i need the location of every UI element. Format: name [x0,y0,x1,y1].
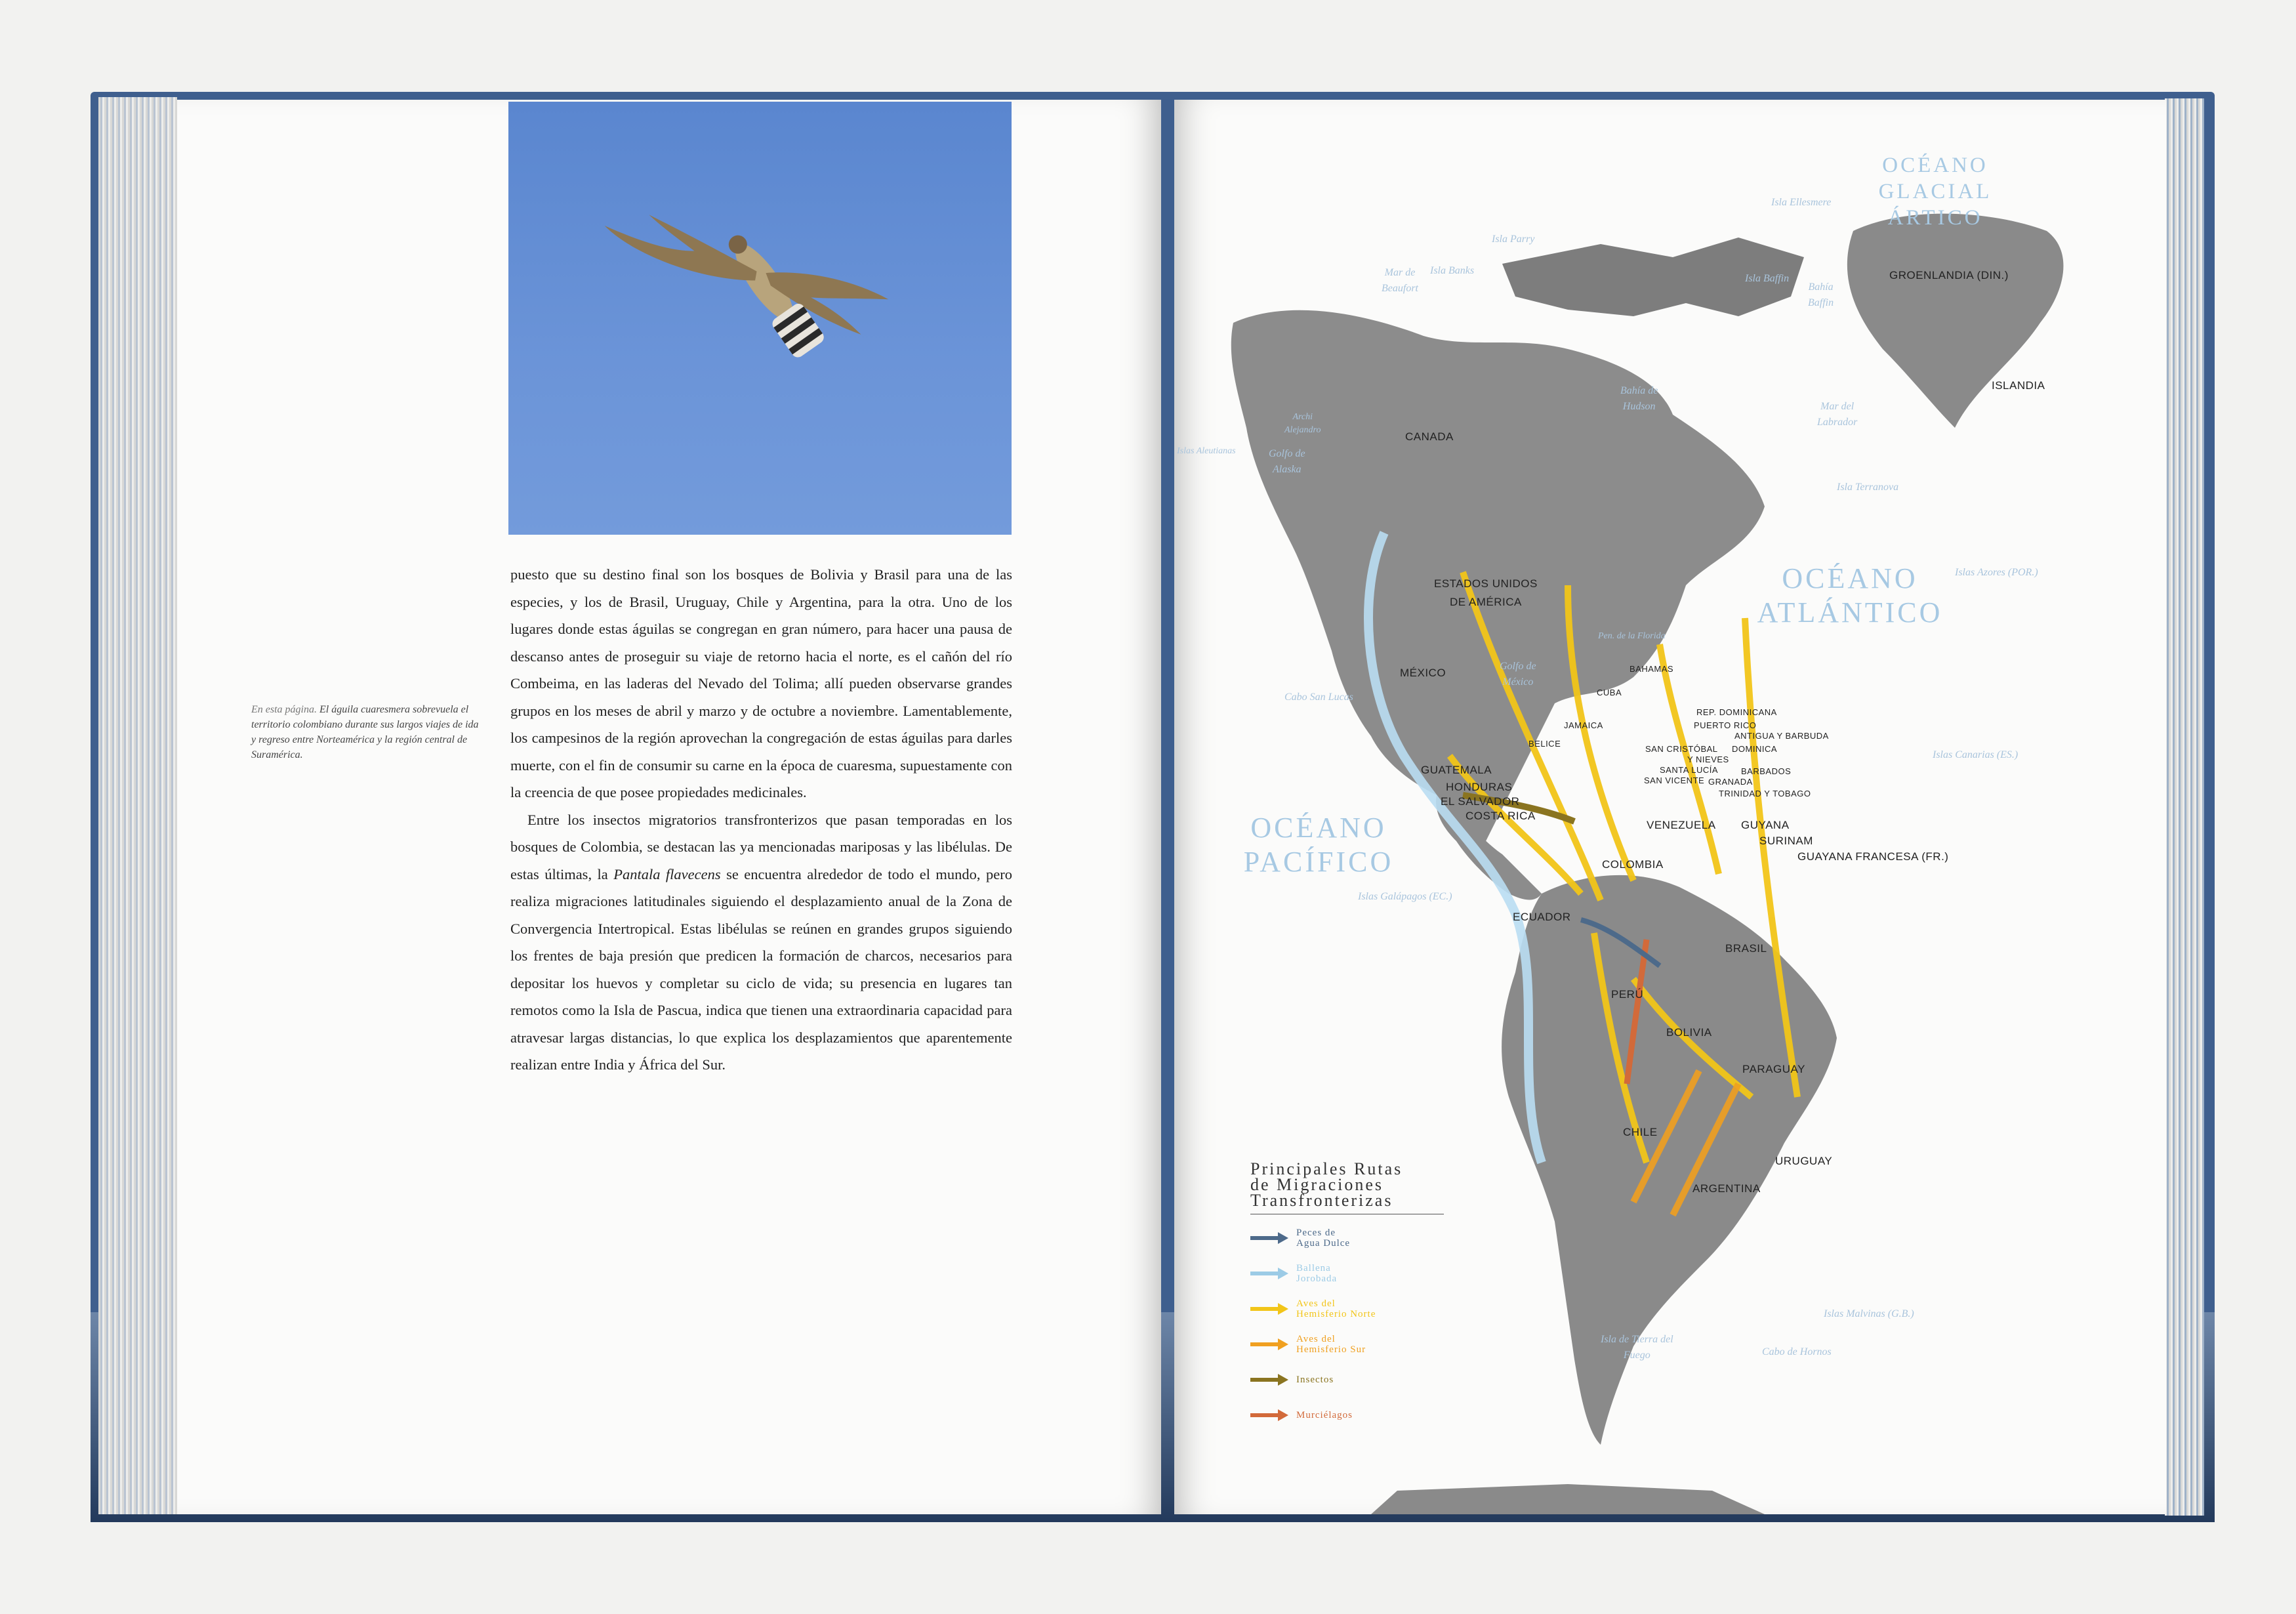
eagle-icon [508,102,1012,535]
label-brasil: BRASIL [1725,942,1767,955]
aleutianas-label: Islas Aleutianas [1177,446,1236,456]
label-argentina: ARGENTINA [1692,1182,1761,1195]
label-granada: GRANADA [1708,777,1753,787]
label-uruguay: URUGUAY [1775,1155,1833,1167]
ocean-atlantic-line-1: OCÉANO [1782,562,1918,594]
bahia-baffin-line-1: Bahía [1808,281,1834,293]
label-venezuela: VENEZUELA [1647,819,1716,831]
galapagos-label: Islas Galápagos (EC.) [1358,891,1452,902]
legend-items [1250,1226,1447,1427]
label-bolivia: BOLIVIA [1666,1026,1712,1039]
legend-label [1296,1334,1427,1355]
label-groenlandia: GROENLANDIA (DIN.) [1889,269,2009,281]
san-lucas-label: Cabo San Lucas [1284,692,1353,703]
legend-item [1250,1226,1447,1250]
arrow-icon [1250,1373,1288,1386]
label-san-vicente: SAN VICENTE [1644,776,1705,785]
legend-item [1250,1403,1447,1427]
label-belice: BELICE [1528,739,1561,749]
ocean-pacific-line-2: PACÍFICO [1243,846,1394,878]
legend-label-line-1: Ballena [1296,1263,1331,1273]
legend-item [1250,1262,1447,1285]
label-nieves: Y NIEVES [1687,755,1729,764]
beaufort-label [1382,265,1418,297]
azores-label: Islas Azores (POR.) [1955,567,2038,578]
legend-label [1296,1375,1427,1385]
legend-label-line-1: Aves del [1296,1298,1336,1309]
label-san-cristobal: SAN CRISTÓBAL [1645,744,1718,754]
gulf-mexico-label [1500,659,1536,690]
parry-label: Isla Parry [1492,234,1535,245]
hornos-label: Cabo de Hornos [1762,1346,1832,1357]
label-ecuador: ECUADOR [1513,911,1571,923]
alaska-line-1: Golfo de [1269,448,1305,459]
antarctica-shape [1371,1484,1765,1514]
eagle-photo [508,102,1012,535]
bahia-baffin-label [1808,279,1834,311]
ocean-arctic-line-1: OCÉANO GLACIAL [1878,154,1992,203]
gulf-mexico-line-1: Golfo de [1500,661,1536,672]
arrow-icon [1250,1231,1288,1245]
labrador-label [1817,399,1857,430]
tierra-fuego-line-2: Fuego [1623,1350,1650,1361]
label-peru: PERÚ [1611,988,1644,1001]
terranova-label: Isla Terranova [1837,482,1899,493]
legend-label-line-1: Aves del [1296,1334,1336,1344]
legend-label-line-2: Jorobada [1296,1273,1338,1284]
malvinas-label: Islas Malvinas (G.B.) [1824,1308,1914,1319]
label-barbados: BARBADOS [1741,766,1792,776]
label-mexico: MÉXICO [1400,667,1446,679]
legend-label-line-1: Peces de [1296,1228,1336,1238]
ocean-arctic-label [1830,152,2040,231]
legend-label-line-2: Hemisferio Norte [1296,1309,1376,1319]
caption-text: El águila cuaresmera sobrevuela el territorio colombiano durante sus largos viajes de ida y regreso entre Norteamérica y la región central de Suramérica. [251,704,479,760]
alaska-label [1269,446,1305,478]
ocean-pacific-label [1233,811,1404,879]
labrador-line-2: Labrador [1817,417,1858,428]
tierra-fuego-line-1: Isla de Tierra del [1601,1334,1673,1345]
label-guyana: GUYANA [1741,819,1790,831]
paragraph-2-a: Entre los insectos migratorios transfronterizos que pasan temporadas en los bosques de Colombia, se destacan las ya mencionadas mariposas y las libélulas. De estas últimas, la [510,811,1012,882]
ellesmere-label: Isla Ellesmere [1771,197,1832,208]
caption-lead: En esta página. [251,704,317,715]
ocean-atlantic-line-2: ATLÁNTICO [1757,596,1943,629]
arrow-icon [1250,1302,1288,1315]
label-chile: CHILE [1623,1126,1658,1138]
labrador-line-1: Mar del [1820,401,1855,412]
ocean-pacific-line-1: OCÉANO [1250,812,1387,844]
hudson-label [1620,383,1658,415]
legend-title-line-3: Transfronterizas [1250,1191,1393,1210]
legend-label [1296,1263,1427,1284]
page-edges-left [98,97,177,1514]
beaufort-line-2: Beaufort [1382,283,1418,294]
label-cuba: CUBA [1597,688,1622,697]
legend-item [1250,1368,1447,1392]
page-edges-right [2165,98,2204,1516]
label-trinidad: TRINIDAD Y TOBAGO [1719,789,1811,798]
alejandro-label [1284,411,1321,437]
label-guayana-francesa: GUAYANA FRANCESA (FR.) [1797,850,1949,863]
greenland-shape [1847,214,2064,428]
legend-label [1296,1410,1427,1420]
beaufort-line-1: Mar de [1384,267,1416,278]
hudson-line-2: Hudson [1622,401,1656,412]
legend-label-line-1: Insectos [1296,1375,1334,1385]
label-islandia: ISLANDIA [1992,379,2045,392]
banks-label: Isla Banks [1430,265,1475,276]
tierra-fuego-label [1601,1332,1673,1363]
alaska-line-2: Alaska [1273,464,1302,475]
florida-label: Pen. de la Florida [1598,631,1666,641]
label-antigua: ANTIGUA Y BARBUDA [1734,731,1829,741]
label-usa [1434,575,1538,611]
legend-item [1250,1297,1447,1321]
map-legend [1250,1161,1447,1427]
legend-title-line-2: de Migraciones [1250,1175,1384,1194]
ocean-atlantic-label [1732,562,1968,630]
label-rep-dominicana: REP. DOMINICANA [1696,707,1777,717]
legend-item [1250,1333,1447,1356]
paragraph-1: puesto que su destino final son los bosques de Bolivia y Brasil para una de las especies, y los de Brasil, Uruguay, Chile y Argentina, para la otra. Uno de los lugares donde estas águilas se congregan en gran número, para hacer una pausa de descanso antes de proseguir su viaje de retorno hacia el norte, es el cañón del río Combeima, en las laderas del Nevado del Tolima; allí pueden observarse grandes grupos en los meses de abril y marzo y de octubre a noviembre. Lamentablemente, los campesinos de la región aprovechan la congregación de estas águilas para darles muerte, con el fin de consumir su carne en la época de cuaresma, supuestamente con la creencia de que posee propiedades medicinales. [510,566,1012,800]
label-colombia: COLOMBIA [1602,858,1664,871]
label-dominica: DOMINICA [1732,744,1777,754]
label-puerto-rico: PUERTO RICO [1694,720,1757,730]
label-paraguay: PARAGUAY [1742,1063,1805,1075]
legend-label-line-2: Hemisferio Sur [1296,1344,1366,1355]
label-honduras: HONDURAS [1446,781,1513,793]
legend-title-line-1: Principales Rutas [1250,1159,1403,1178]
baffin-island-label: Isla Baffin [1745,273,1790,284]
alejandro-line-2: Alejandro [1284,425,1321,435]
alejandro-line-1: Archi [1292,412,1313,422]
ocean-arctic-line-2: ÁRTICO [1887,206,1983,230]
species-name: Pantala flavecens [613,865,721,882]
arrow-icon [1250,1409,1288,1422]
label-surinam: SURINAM [1759,835,1813,847]
legend-label [1296,1298,1427,1319]
label-usa-line-2: DE AMÉRICA [1449,596,1522,608]
label-bahamas: BAHAMAS [1630,664,1674,674]
arrow-icon [1250,1338,1288,1351]
label-usa-line-1: ESTADOS UNIDOS [1434,577,1538,590]
paragraph-2-b: se encuentra alrededor de todo el mundo, pero realiza migraciones latitudinales siguiendo el desplazamiento anual de la Zona de Convergencia Intertropical. Estas libélulas se reúnen en grandes grupos siguiendo los frentes de baja presión que predicen la formación de charcos, necesarios para depositar los huevos y completar su ciclo de vida; su presencia en lugares tan remotos como la Isla de Pascua, indica que tienen una extraordinaria capacidad para atravesar largas distancias, lo que explica los desplazamientos que aparentemente realizan entre India y África del Sur. [510,865,1012,1073]
photo-caption [251,702,481,762]
canarias-label: Islas Canarias (ES.) [1933,749,2019,760]
label-santa-lucia: SANTA LUCÍA [1660,765,1719,775]
legend-label [1296,1228,1427,1249]
label-guatemala: GUATEMALA [1421,764,1492,776]
legend-title [1250,1161,1444,1214]
gulf-mexico-line-2: México [1502,676,1534,688]
hudson-line-1: Bahía de [1620,385,1658,396]
arrow-icon [1250,1267,1288,1280]
bahia-baffin-line-2: Baffin [1808,297,1834,308]
legend-label-line-1: Murciélagos [1296,1410,1353,1420]
paragraph-2 [510,806,1012,1079]
body-text [510,561,1012,1079]
legend-label-line-2: Agua Dulce [1296,1238,1351,1249]
label-el-salvador: EL SALVADOR [1441,795,1520,808]
label-jamaica: JAMAICA [1564,720,1603,730]
label-canada: CANADA [1405,430,1454,443]
label-costa-rica: COSTA RICA [1466,810,1536,822]
